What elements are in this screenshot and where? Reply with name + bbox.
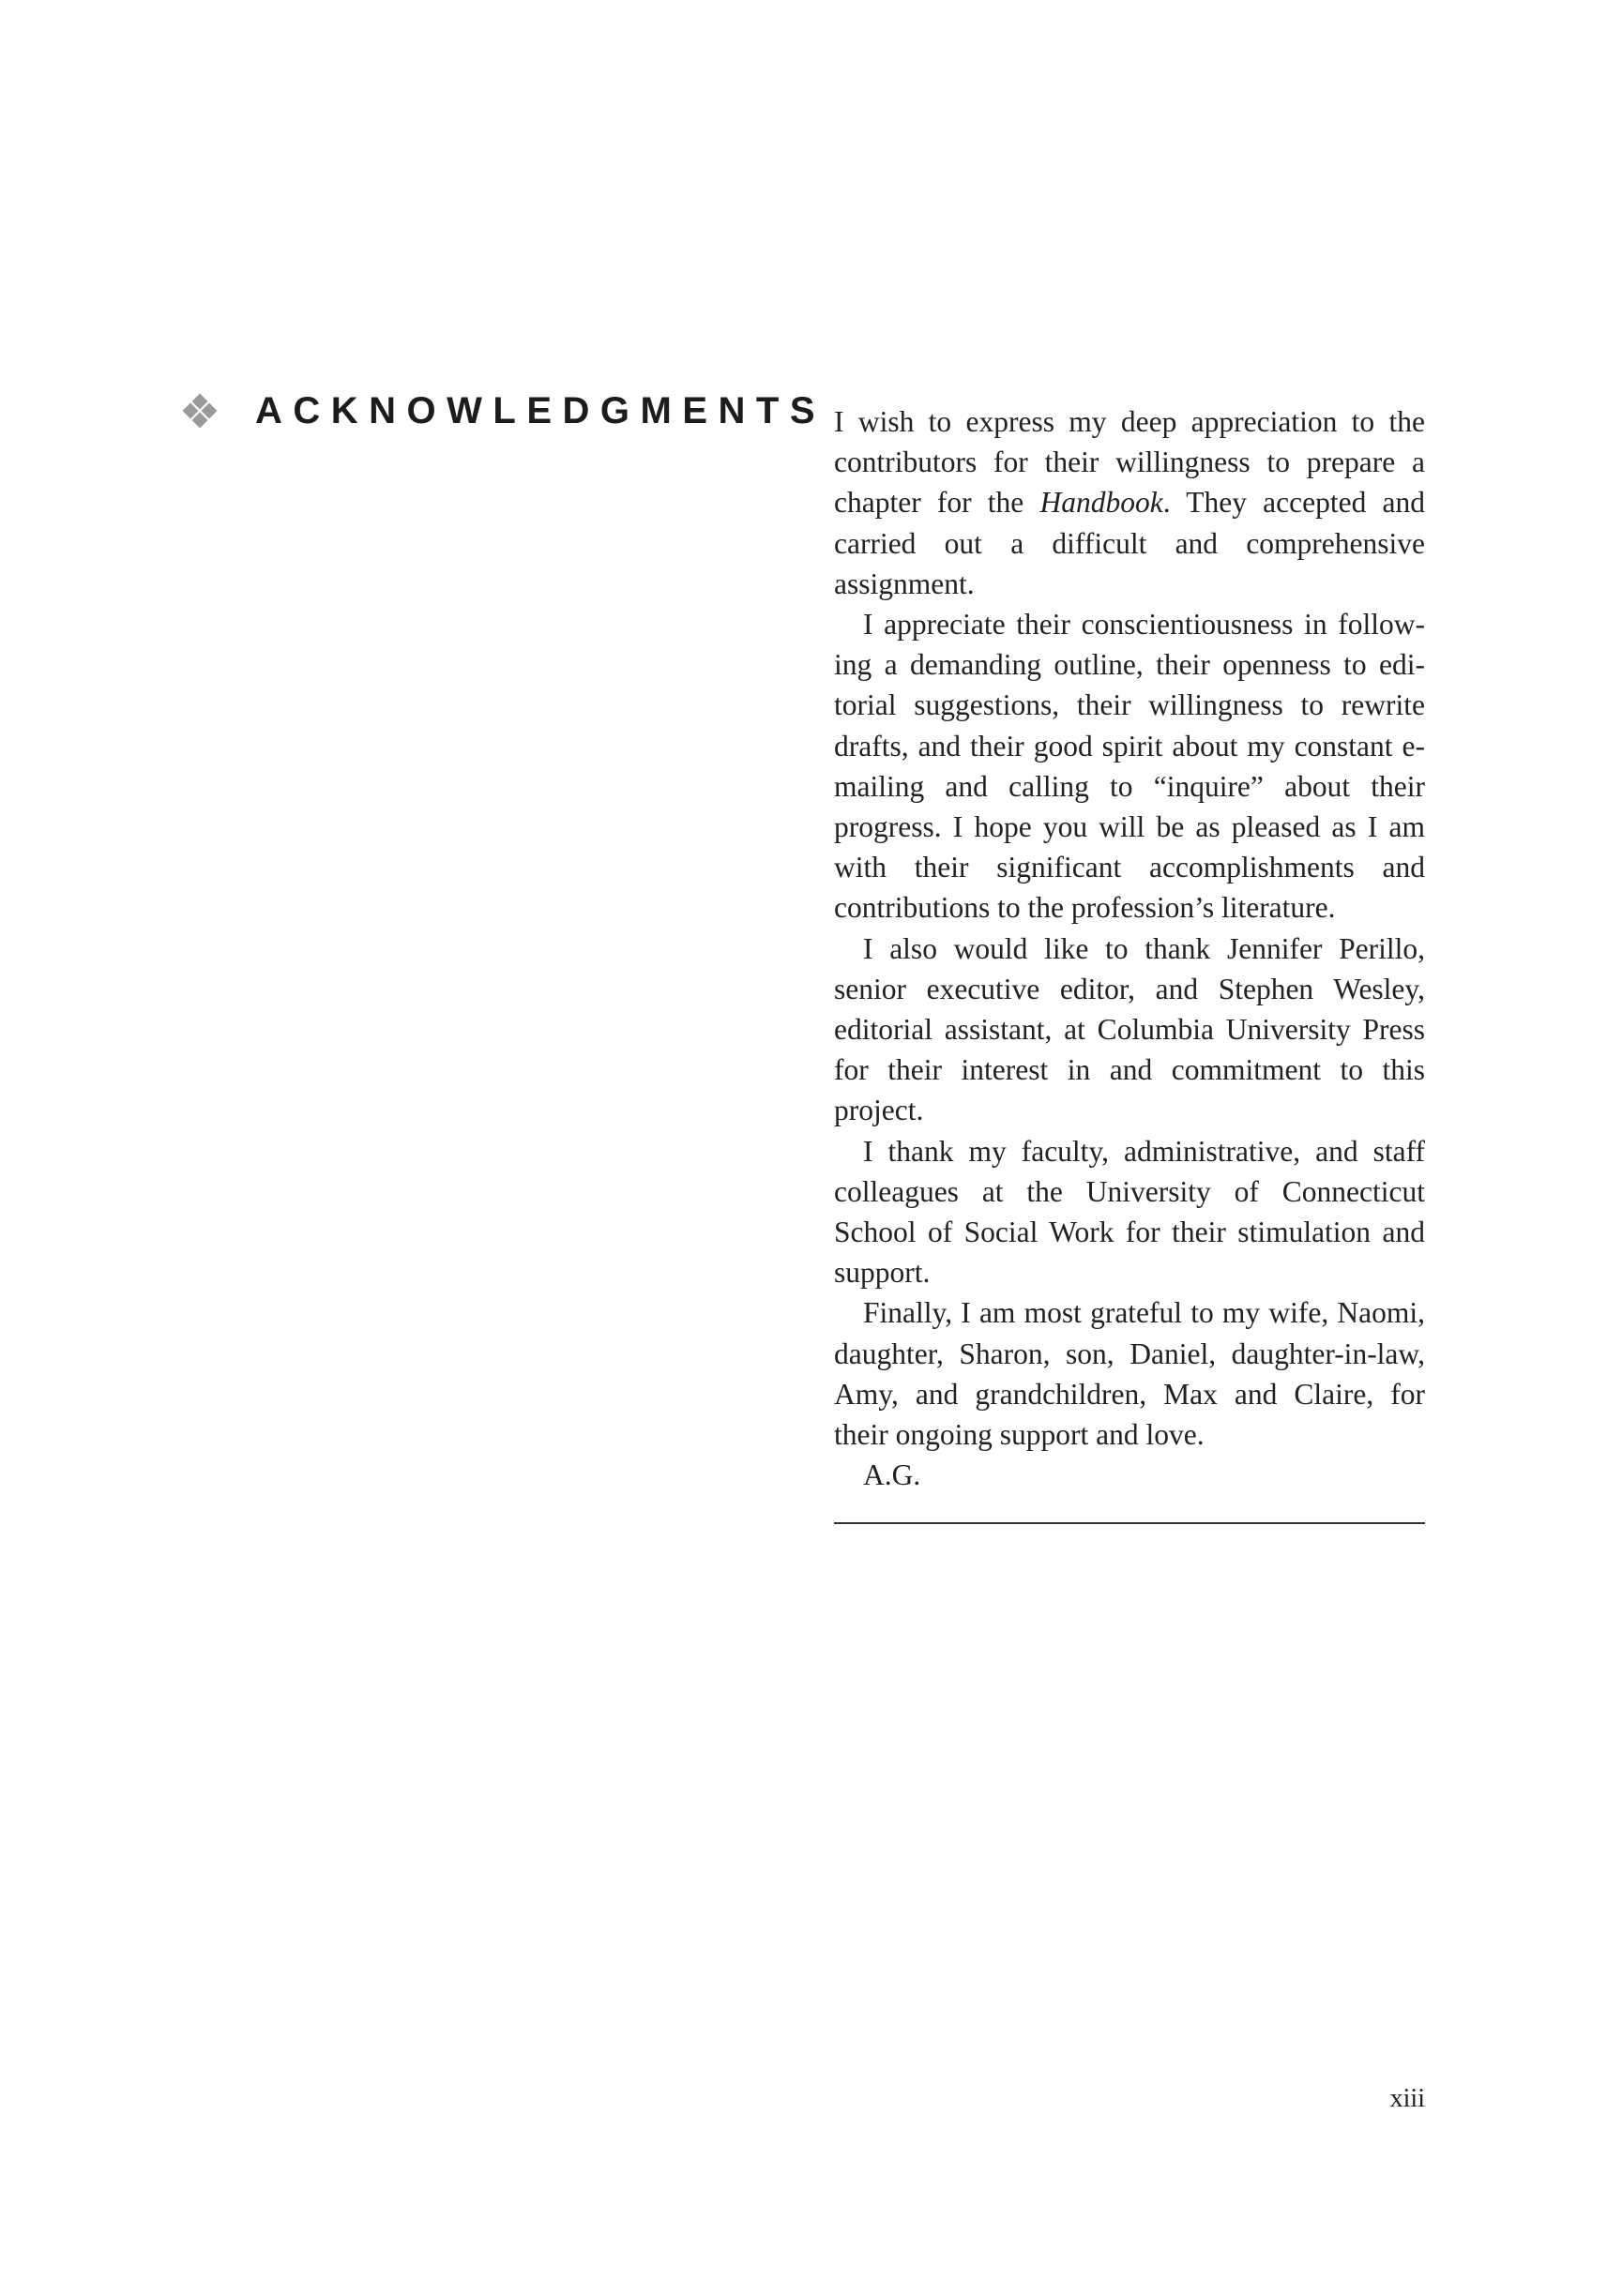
paragraph-1-start: I wish to express my deep appreciation to the contributors for their willingness to prepare a chapter for the	[834, 405, 1425, 520]
acknowledgments-body	[834, 401, 1425, 1495]
paragraph-5: Finally, I am most grateful to my wife, Naomi, daughter, Sharon, son, Daniel, daughter-in-law, Amy, and grandchildren, Max and Claire, for their ongoing support and love.	[834, 1296, 1425, 1452]
page-number: xiii	[1389, 2084, 1425, 2113]
paragraph-4: I thank my faculty, administrative, and staff colleagues at the University of Connecticut School of Social Work for their stimulation and support.	[834, 1134, 1425, 1290]
paragraph-3: I also would like to thank Jennifer Perillo, senior executive editor, and Stephen Wesley, editorial assistant, at Columbia University Press for their interest in and commitment to this project.	[834, 931, 1425, 1127]
paragraph-2: I appreciate their conscientiousness in following a demanding outline, their openness to editorial suggestions, their willingness to rewrite drafts, and their good spirit about my constant e-mailing and calling to “inquire” about their progress. I hope you will be as pleased as I am with their significant accomplishments and contributions to the profession’s literature.	[834, 608, 1425, 925]
diamond-ornament-icon	[184, 395, 216, 427]
paragraph-1-end: . They accepted and carried out a difficult and comprehensive assignment.	[834, 486, 1425, 600]
section-heading: ACKNOWLEDGMENTS	[255, 390, 826, 431]
section-heading-block	[184, 392, 826, 430]
closing-rule	[834, 1522, 1425, 1524]
paragraph-1	[834, 401, 1425, 604]
signoff-initials: A.G.	[863, 1458, 921, 1492]
handbook-title: Handbook	[1039, 486, 1163, 520]
